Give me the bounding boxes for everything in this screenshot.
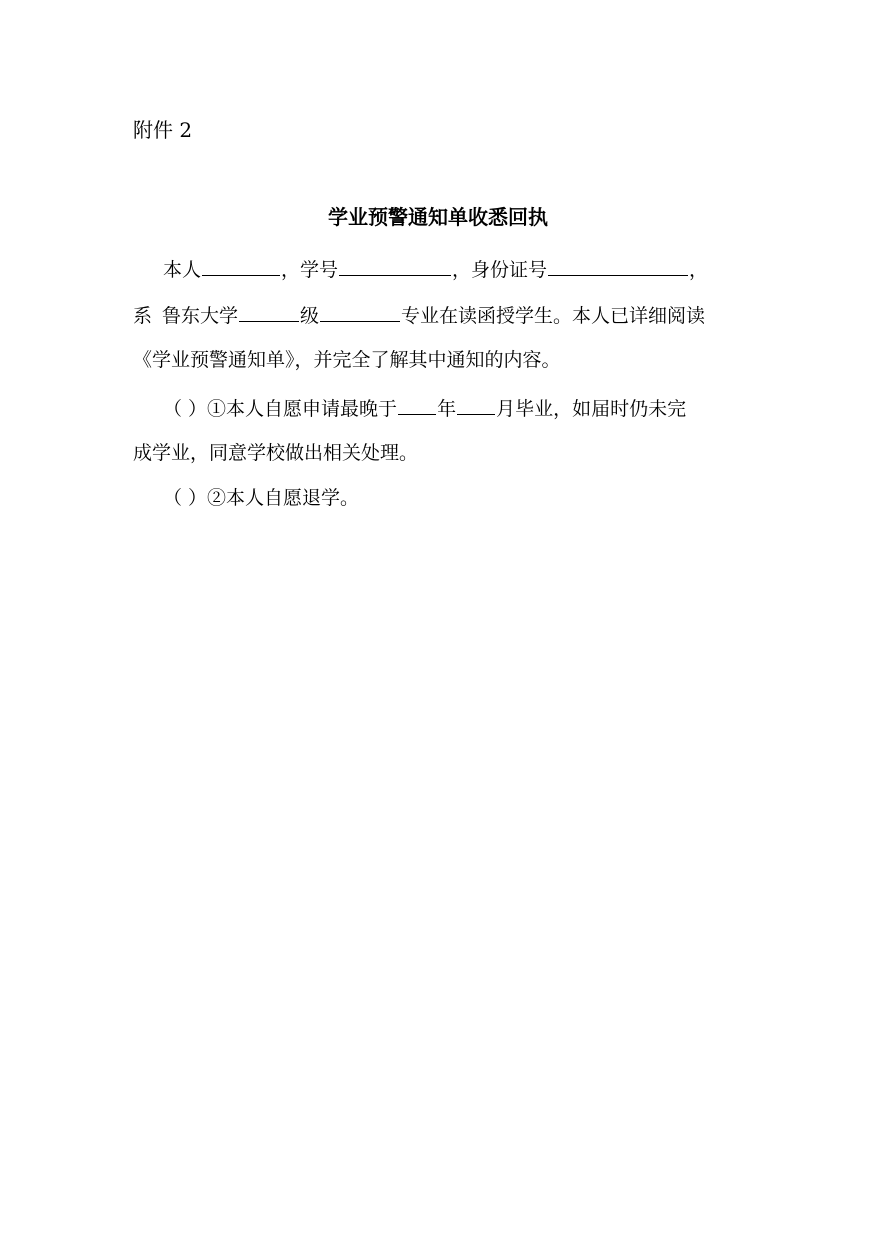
option-2-checkbox[interactable]: （ ）: [163, 487, 208, 509]
option-2-text: ②本人自愿退学。: [207, 487, 360, 509]
grade-label: 级: [300, 305, 320, 327]
attachment-label: 附件 2: [133, 118, 193, 142]
grade-blank[interactable]: [239, 301, 299, 322]
option-1-line: [163, 394, 686, 422]
year-label: 年: [437, 398, 457, 420]
statement-line-3: 《学业预警通知单》，并完全了解其中通知的内容。: [133, 349, 561, 371]
option-2-line: [163, 484, 359, 512]
id-card-blank[interactable]: [548, 255, 688, 276]
university-name: 鲁东大学: [162, 305, 239, 327]
month-blank[interactable]: [457, 394, 495, 415]
major-label: 专业在读函授学生。本人已详细阅读: [401, 305, 706, 327]
line1-end-comma: ，: [689, 259, 709, 281]
name-blank[interactable]: [202, 255, 280, 276]
statement-line-2: [133, 301, 705, 329]
id-card-label: ，身份证号: [452, 259, 548, 281]
name-label: 本人: [163, 259, 202, 281]
document-title: 学业预警通知单收悉回执: [328, 205, 548, 229]
year-blank[interactable]: [398, 394, 436, 415]
option-1-checkbox[interactable]: （ ）: [163, 398, 208, 420]
month-label: 月毕业，如届时仍未完: [496, 398, 687, 420]
department-prefix: 系: [133, 305, 153, 327]
student-id-blank[interactable]: [339, 255, 451, 276]
student-id-label: ，学号: [281, 259, 339, 281]
option-1-continuation: 成学业，同意学校做出相关处理。: [133, 442, 419, 464]
statement-line-1: [163, 255, 708, 283]
option-1-text: ①本人自愿申请最晚于: [207, 398, 398, 420]
major-blank[interactable]: [320, 301, 400, 322]
